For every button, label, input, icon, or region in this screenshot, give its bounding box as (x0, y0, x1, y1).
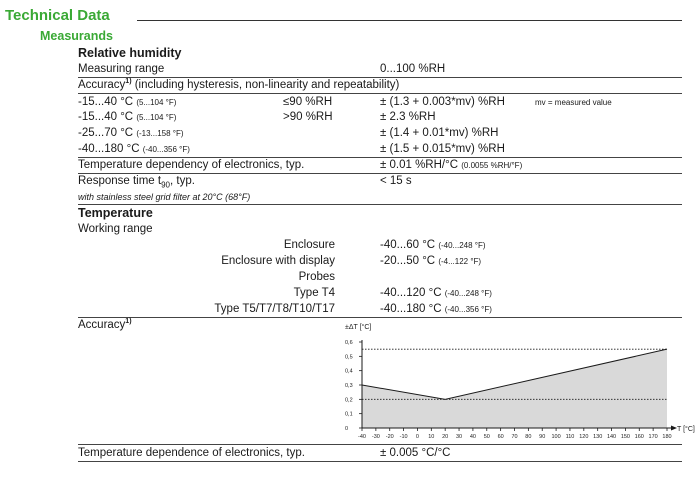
title-divider (137, 20, 682, 21)
tempdep-value: ± 0.01 %RH/°C (0.0055 %RH/°F) (380, 159, 523, 171)
accuracy-row-condition: ≤90 %RH (283, 96, 333, 108)
y-tick-label: 0,6 (345, 340, 353, 346)
x-tick-label: 20 (442, 434, 449, 440)
x-tick-label: 80 (525, 434, 532, 440)
type-t4-value: -40...120 °C (-40...248 °F) (380, 287, 492, 299)
x-tick-label: 0 (415, 434, 419, 440)
row-divider (78, 461, 682, 462)
row-divider (78, 444, 682, 445)
x-tick-label: -20 (385, 434, 394, 440)
x-tick-label: 50 (483, 434, 490, 440)
x-tick-label: 10 (428, 434, 435, 440)
y-tick-label: 0,4 (345, 368, 353, 375)
y-tick-label: 0,3 (345, 383, 353, 389)
x-tick-label: 40 (469, 434, 476, 440)
x-tick-label: -10 (399, 434, 408, 440)
accuracy-row-temp: -25...70 °C (-13...158 °F) (78, 127, 184, 139)
row-divider (78, 93, 682, 94)
working-range-label: Working range (78, 223, 153, 235)
y-tick-label: 0,1 (345, 411, 353, 418)
x-tick-label: 160 (634, 434, 644, 440)
response-time-label: Response time $t_{90}$, typ. (78, 175, 195, 190)
section-subtitle: Measurands (40, 29, 113, 43)
x-tick-label: 30 (455, 434, 463, 440)
x-tick-label: 110 (565, 434, 575, 440)
accuracy-area (362, 349, 667, 428)
x-tick-label: 140 (606, 434, 617, 440)
x-tick-label: 60 (497, 434, 504, 440)
x-tick-label: 180 (662, 434, 672, 440)
row-divider (78, 157, 682, 158)
temperature-heading: Temperature (78, 206, 153, 220)
x-tick-label: 100 (551, 434, 561, 440)
measuring-range-value: 0...100 %RH (380, 63, 446, 75)
accuracy-heading: Accuracy$^{1)}$ (including hysteresis, non-linearity and repeatability) (78, 78, 400, 91)
temp-accuracy-label: Accuracy$^{1)}$ (78, 318, 132, 331)
y-tick-label: 0 (345, 426, 349, 432)
temp-electronics-label: Temperature dependence of electronics, typ. (78, 447, 305, 459)
accuracy-row-condition: >90 %RH (283, 111, 333, 123)
enclosure-label: Enclosure (283, 239, 335, 251)
y-tick-label: 0,2 (345, 397, 353, 404)
accuracy-row-value: ± (1.5 + 0.015*mv) %RH (380, 143, 505, 155)
enclosure-display-label: Enclosure with display (221, 255, 335, 267)
probes-label: Probes (298, 271, 335, 283)
type-t5-label: Type T5/T7/T8/T10/T17 (214, 303, 335, 315)
accuracy-row-value: ± 2.3 %RH (380, 111, 436, 123)
response-time-value: < 15 s (380, 175, 412, 187)
accuracy-row-value: ± (1.3 + 0.003*mv) %RH (380, 96, 505, 108)
filter-note: with stainless steel grid filter at 20°C (68°F) (78, 192, 251, 202)
accuracy-row-temp: -40...180 °C (-40...356 °F) (78, 143, 190, 155)
accuracy-row-temp: -15...40 °C (5...104 °F) (78, 96, 177, 108)
page-title: Technical Data (5, 7, 110, 24)
x-tick-label: -30 (371, 434, 380, 440)
enclosure-value: -40...60 °C (-40...248 °F) (380, 239, 486, 251)
measuring-range-label: Measuring range (78, 63, 165, 75)
row-divider (78, 173, 682, 174)
x-tick-label: 90 (539, 434, 546, 440)
accuracy-chart (345, 321, 695, 443)
row-divider (78, 317, 682, 318)
y-axis-label: ±ΔT [°C] (345, 324, 372, 331)
row-divider (78, 77, 682, 78)
mv-note: mv = measured value (535, 98, 612, 107)
type-t5-value: -40...180 °C (-40...356 °F) (380, 303, 492, 315)
type-t4-label: Type T4 (293, 287, 335, 299)
accuracy-row-temp: -15...40 °C (5...104 °F) (78, 111, 177, 123)
enclosure-display-value: -20...50 °C (-4...122 °F) (380, 255, 482, 267)
y-tick-label: 0,5 (345, 354, 353, 361)
tempdep-label: Temperature dependency of electronics, typ. (78, 159, 305, 171)
x-tick-label: 70 (511, 434, 518, 440)
humidity-heading: Relative humidity (78, 46, 182, 60)
temp-electronics-value: ± 0.005 °C/°C (380, 447, 451, 459)
accuracy-row-value: ± (1.4 + 0.01*mv) %RH (380, 127, 499, 139)
x-tick-label: 130 (593, 434, 603, 440)
x-axis-label: T [°C] (677, 426, 695, 433)
x-tick-label: 120 (579, 434, 589, 440)
x-tick-label: 170 (648, 434, 658, 440)
row-divider (78, 204, 682, 205)
x-tick-label: -40 (358, 434, 366, 440)
x-tick-label: 150 (620, 434, 631, 440)
